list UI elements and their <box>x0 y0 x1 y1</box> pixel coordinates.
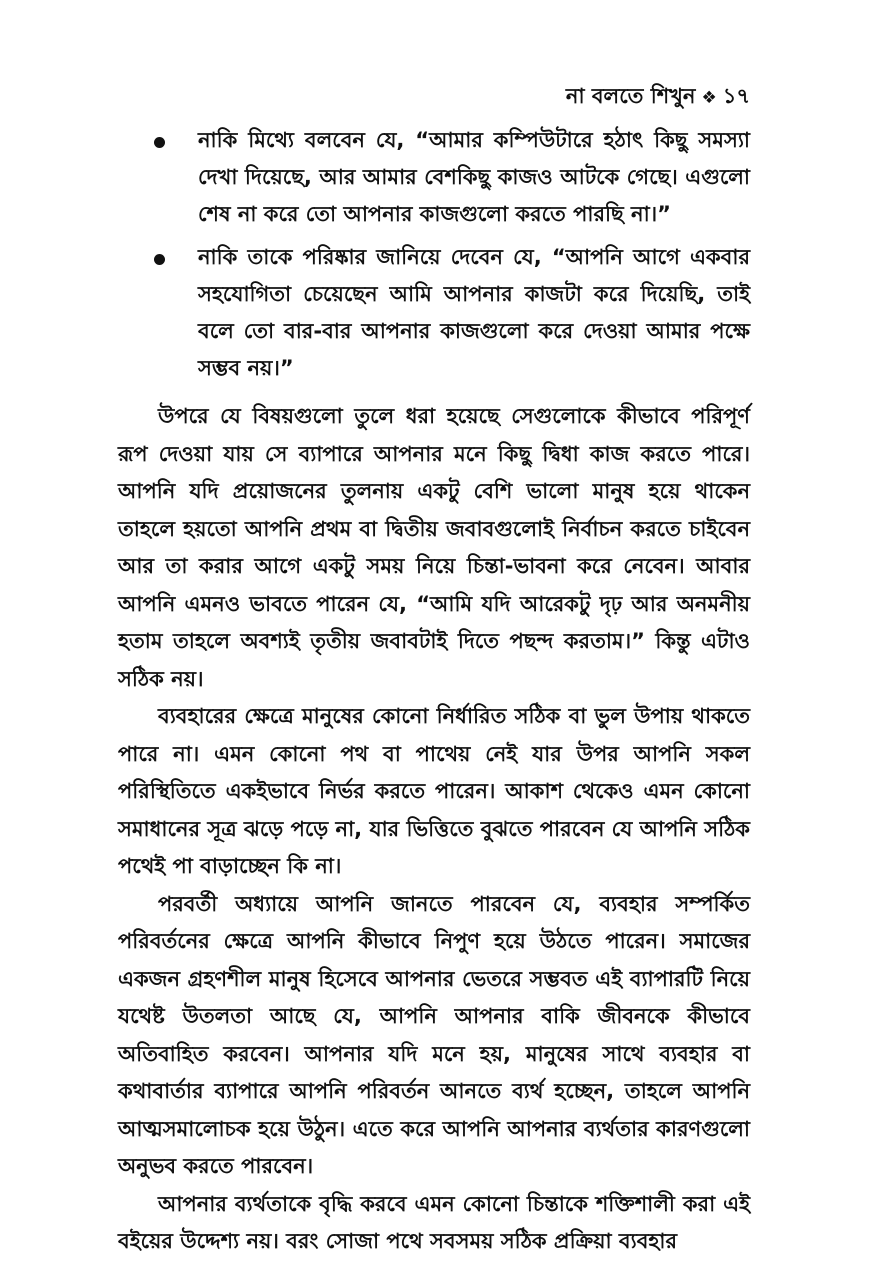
bullet-text: নাকি তাকে পরিষ্কার জানিয়ে দেবেন যে, “আপনি আগে একবার সহযোগিতা চেয়েছেন আমি আপনার কাজটা করে দিয়েছি, তাই বলে তো বার-বার আপনার কাজগুলো করে দেওয়া আমার পক্ষে সম্ভব নয়।” <box>198 245 750 380</box>
bullet-item <box>150 239 750 387</box>
paragraph: ব্যবহারের ক্ষেত্রে মানুষের কোনো নির্ধারিত সঠিক বা ভুল উপায় থাকতে পারে না। এমন কোনো পথ বা পাথেয় নেই যার উপর আপনি সকল পরিস্থিতিতে একইভাবে নির্ভর করতে পারেন। আকাশ থেকেও এমন কোনো সমাধানের সূত্র ঝড়ে পড়ে না, যার ভিত্তিতে বুঝতে পারবেন যে আপনি সঠিক পথেই পা বাড়াচ্ছেন কি না। <box>118 704 750 878</box>
page-number: ১৭ <box>722 84 750 108</box>
bullet-dot-icon <box>154 137 165 148</box>
bullet-text: নাকি মিথ্যে বলবেন যে, “আমার কম্পিউটারে হঠাৎ কিছু সমস্যা দেখা দিয়েছে, আর আমার বেশকিছু কাজও আটকে গেছে। এগুলো শেষ না করে তো আপনার কাজগুলো করতে পারছি না।” <box>198 128 750 226</box>
header-title: না বলতে শিখুন <box>565 84 696 108</box>
body-text <box>118 398 750 1261</box>
header-separator: ❖ <box>701 88 717 108</box>
paragraph: উপরে যে বিষয়গুলো তুলে ধরা হয়েছে সেগুলোকে কীভাবে পরিপূর্ণ রূপ দেওয়া যায় সে ব্যাপারে আপনার মনে কিছু দ্বিধা কাজ করতে পারে। আপনি যদি প্রয়োজনের তুলনায় একটু বেশি ভালো মানুষ হয়ে থাকেন তাহলে হয়তো আপনি প্রথম বা দ্বিতীয় জবাবগুলোই নির্বাচন করতে চাইবেন আর তা করার আগে একটু সময় নিয়ে চিন্তা-ভাবনা করে নেবেন। আবার আপনি এমনও ভাবতে পারেন যে, “আমি যদি আরেকটু দৃঢ় আর অনমনীয় হতাম তাহলে অবশ্যই তৃতীয় জবাবটাই দিতে পছন্দ করতাম।” কিন্তু এটাও সঠিক নয়। <box>118 404 750 691</box>
bullet-item <box>150 122 750 233</box>
paragraph: পরবর্তী অধ্যায়ে আপনি জানতে পারবেন যে, ব্যবহার সম্পর্কিত পরিবর্তনের ক্ষেত্রে আপনি কীভাবে নিপুণ হয়ে উঠতে পারেন। সমাজের একজন গ্রহণশীল মানুষ হিসেবে আপনার ভেতরে সম্ভবত এই ব্যাপারটি নিয়ে যথেষ্ট উতলতা আছে যে, আপনি আপনার বাকি জীবনকে কীভাবে অতিবাহিত করবেন। আপনার যদি মনে হয়, মানুষের সাথে ব্যবহার বা কথাবার্তার ব্যাপারে আপনি পরিবর্তন আনতে ব্যর্থ হচ্ছেন, তাহলে আপনি আত্মসমালোচক হয়ে উঠুন। এতে করে আপনি আপনার ব্যর্থতার কারণগুলো অনুভব করতে পারবেন। <box>118 891 750 1178</box>
bullet-list <box>150 122 750 393</box>
bullet-dot-icon <box>154 254 165 265</box>
paragraph: আপনার ব্যর্থতাকে বৃদ্ধি করবে এমন কোনো চিন্তাকে শক্তিশালী করা এই বইয়ের উদ্দেশ্য নয়। বরং সোজা পথে সবসময় সঠিক প্রক্রিয়া ব্যবহার <box>118 1191 750 1253</box>
running-header <box>566 80 750 115</box>
